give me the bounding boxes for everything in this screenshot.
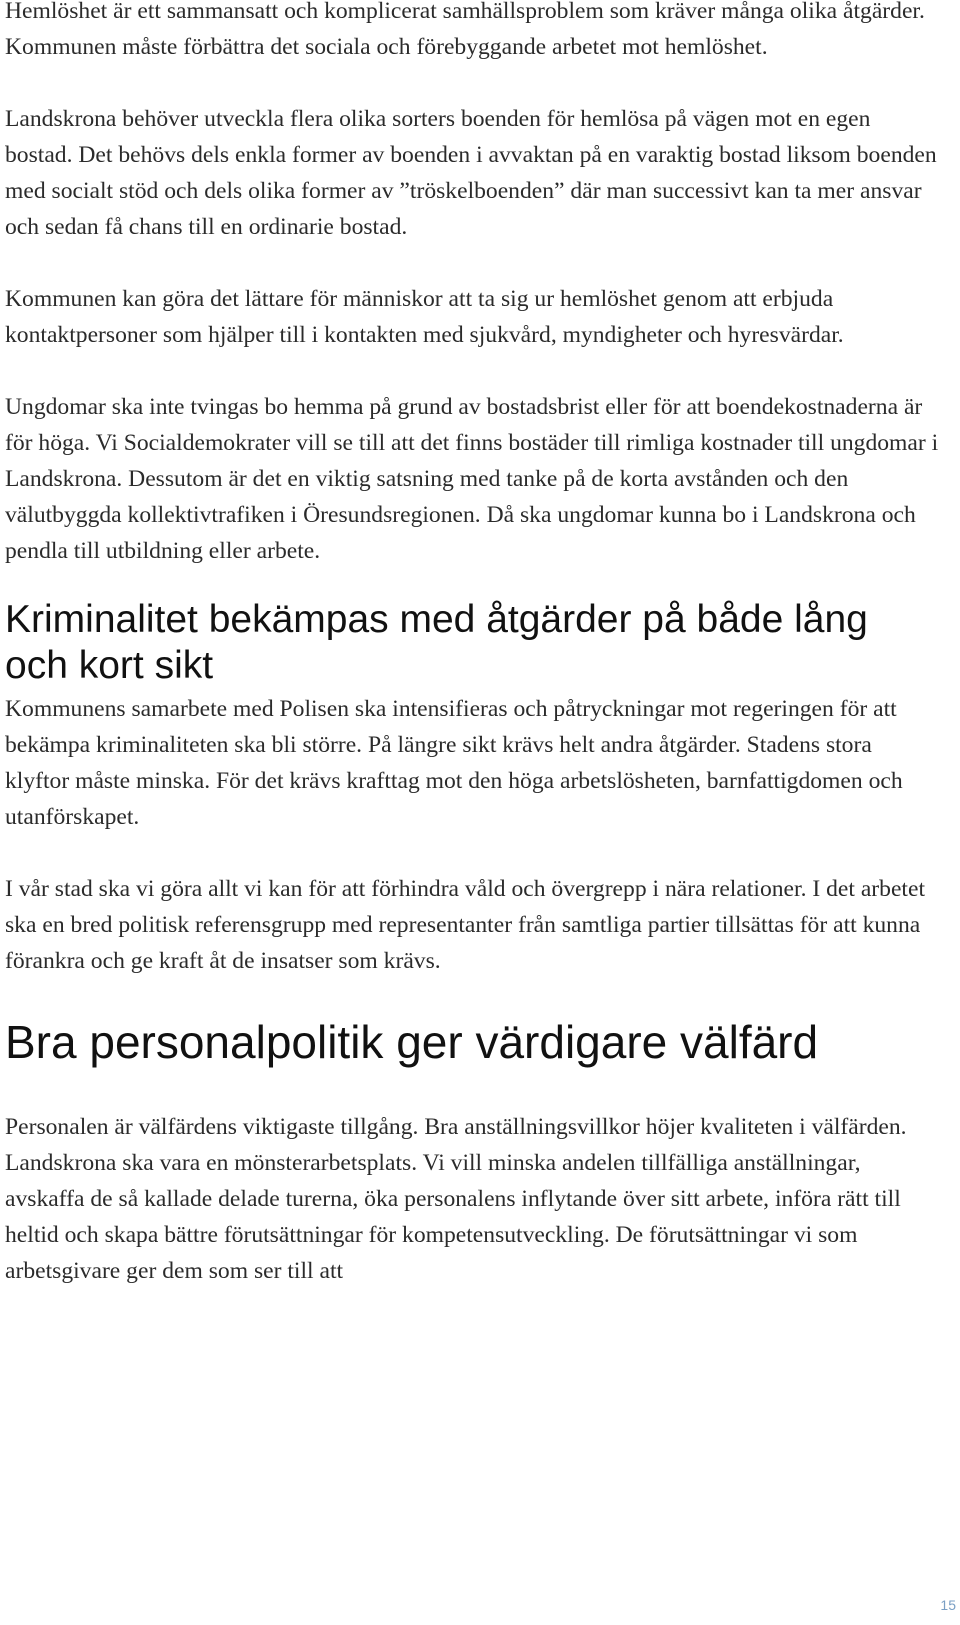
paragraph-contact-persons: Kommunen kan göra det lättare för människor att ta sig ur hemlöshet genom att erbjuda kontaktpersoner som hjälper till i kontakten med sjukvård, myndigheter och hyresvärdar. bbox=[5, 286, 844, 348]
page-content bbox=[5, 0, 940, 1325]
section-heading-personnel: Bra personalpolitik ger värdigare välfärd bbox=[5, 1016, 819, 1068]
paragraph-housing-forms: Landskrona behöver utveckla flera olika sorters boenden för hemlösa på vägen mot en egen bostad. Det behövs dels enkla former av boenden i avvaktan på en varaktig bostad liksom boenden med socialt stöd och dels olika former av ”tröskelboenden” där man successivt kan ta mer ansvar och sedan få chans till en ordinarie bostad. bbox=[5, 106, 937, 240]
section-heading-crime: Kriminalitet bekämpas med åtgärder på både lång och kort sikt bbox=[5, 598, 868, 687]
paragraph-youth-housing: Ungdomar ska inte tvingas bo hemma på grund av bostadsbrist eller för att boendekostnaderna är för höga. Vi Socialdemokrater vill se till att det finns bostäder till rimliga kostnader till ungdomar i Landskrona. Dessutom är det en viktig satsning med tanke på de korta avstånden och den välutbyggda kollektivtrafiken i Öresundsregionen. Då ska ungdomar kunna bo i Landskrona och pendla till utbildning eller arbete. bbox=[5, 394, 939, 564]
paragraph-homelessness-intro: Hemlöshet är ett sammansatt och komplicerat samhällsproblem som kräver många olika åtgärder. Kommunen måste förbättra det sociala och förebyggande arbetet mot hemlöshet. bbox=[5, 0, 925, 60]
paragraph-police-cooperation: Kommunens samarbete med Polisen ska intensifieras och påtryckningar mot regeringen för att bekämpa kriminaliteten ska bli större. På längre sikt krävs helt andra åtgärder. Stadens stora klyftor måste minska. För det krävs krafttag mot den höga arbetslösheten, barnfattigdomen och utanförskapet. bbox=[5, 696, 903, 830]
paragraph-personnel-policy: Personalen är välfärdens viktigaste tillgång. Bra anställningsvillkor höjer kvaliteten i välfärden. Landskrona ska vara en mönsterarbetsplats. Vi vill minska andelen tillfälliga anställningar, avskaffa de så kallade delade turerna, öka personalens inflytande över sitt arbete, införa rätt till heltid och skapa bättre förutsättningar för kompetensutveckling. De förutsättningar vi som arbetsgivare ger dem som ser till att bbox=[5, 1114, 907, 1284]
page-number: 15 bbox=[940, 1597, 956, 1613]
paragraph-violence-prevention: I vår stad ska vi göra allt vi kan för att förhindra våld och övergrepp i nära relationer. I det arbetet ska en bred politisk referensgrupp med representanter från samtliga partier tillsättas för att kunna förankra och ge kraft åt de insatser som krävs. bbox=[5, 876, 926, 974]
